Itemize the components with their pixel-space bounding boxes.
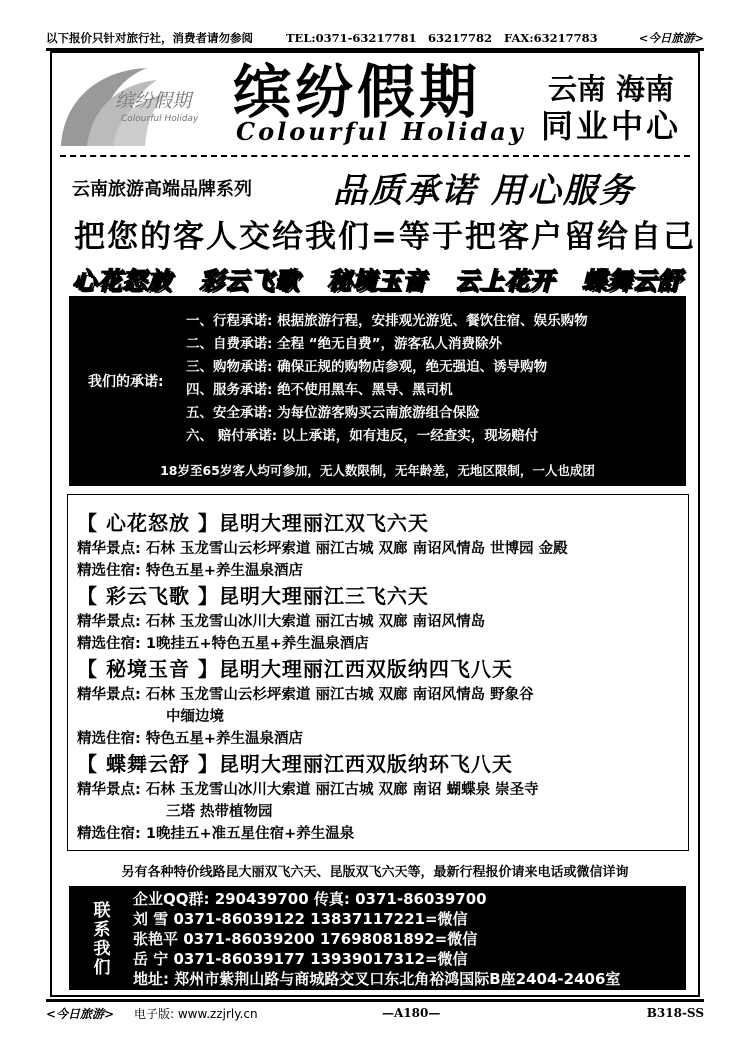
tour-brand-2: 彩云飞歌 xyxy=(199,265,300,295)
quality-slogan: 品质承诺 用心服务 xyxy=(333,171,635,211)
promise-list xyxy=(186,310,681,448)
itinerary-hotel xyxy=(77,822,354,843)
spots-text: 石林 玉龙雪山云杉坪索道 丽江古城 双廊 南诏风情岛 野象谷 xyxy=(145,687,534,703)
spots-text: 石林 玉龙雪山冰川大索道 丽江古城 双廊 南诏 蝴蝶泉 崇圣寺 xyxy=(145,782,539,798)
itinerary-hotel xyxy=(77,727,303,748)
itinerary-spots xyxy=(77,537,568,558)
spots-label: 精华景点: xyxy=(77,782,141,798)
header-divider xyxy=(60,155,690,157)
hotel-text: 1晚挂五+准五星住宿+养生温泉 xyxy=(145,826,355,842)
promise-label: 我们的承诺: xyxy=(88,374,164,390)
bottom-rule xyxy=(46,999,704,1002)
itinerary-spots-cont: 中缅边境 xyxy=(166,709,224,725)
address-line: 地址: 郑州市紫荆山路与商城路交叉口东北角裕鸿国际B座2404-2406室 xyxy=(133,970,621,988)
hotel-label: 精选住宿: xyxy=(77,826,141,842)
hotel-text: 特色五星+养生温泉酒店 xyxy=(145,731,304,747)
tour-brand-5: 蝶舞云舒 xyxy=(582,265,682,295)
contact-person: 岳 宁 0371-86039177 13939017312=微信 xyxy=(133,950,468,968)
itinerary-title: 【 彩云飞歌 】昆明大理丽江三飞六天 xyxy=(77,584,429,608)
tel-number-2: 63217782 xyxy=(428,31,493,45)
fax-number: FAX:63217783 xyxy=(504,31,598,45)
brand-english-title: Colourful Holiday xyxy=(236,117,526,146)
itinerary-hotel xyxy=(77,632,369,653)
promise-item: 三、购物承诺: 确保正规的购物店参观，绝无强迫、诱导购物 xyxy=(186,359,548,375)
headline: 把您的客人交给我们=等于把客户留给自己 xyxy=(74,219,696,255)
hotel-text: 特色五星+养生温泉酒店 xyxy=(145,563,304,579)
footer-magazine-name: <今日旅游> xyxy=(46,1006,115,1021)
page-number: —A180— xyxy=(382,1006,441,1020)
page-code: B318-SS xyxy=(646,1006,704,1020)
promise-panel xyxy=(69,296,686,486)
tour-brand-3: 秘境玉音 xyxy=(327,265,427,295)
hotel-label: 精选住宿: xyxy=(77,563,141,579)
logo-english-text: Colourful Holiday xyxy=(121,114,199,124)
contact-panel xyxy=(69,886,686,990)
promise-item: 二、自费承诺: 全程 “绝无自费”，游客私人消费除外 xyxy=(186,336,503,352)
contact-us-label xyxy=(92,902,112,978)
promise-item: 一、行程承诺: 根据旅游行程，安排观光游览、餐饮住宿、娱乐购物 xyxy=(186,313,588,329)
promise-item: 五、安全承诺: 为每位游客购买云南旅游组合保险 xyxy=(186,405,480,421)
hotel-label: 精选住宿: xyxy=(77,731,141,747)
spots-label: 精华景点: xyxy=(77,541,141,557)
tel-number: TEL:0371-63217781 xyxy=(286,31,417,45)
magazine-name: <今日旅游> xyxy=(638,31,704,45)
agency-only-note: 以下报价只针对旅行社，消费者请勿参阅 xyxy=(46,31,253,45)
contact-char: 系 xyxy=(93,920,111,940)
spots-label: 精华景点: xyxy=(77,614,141,630)
contact-char: 联 xyxy=(93,901,111,921)
itinerary-spots xyxy=(77,610,485,631)
spots-label: 精华景点: xyxy=(77,687,141,703)
itinerary-title: 【 心花怒放 】昆明大理丽江双飞六天 xyxy=(77,511,429,535)
itinerary-hotel xyxy=(77,559,303,580)
contact-person: 张艳平 0371-86039200 17698081892=微信 xyxy=(133,930,478,948)
promise-footer: 18岁至65岁客人均可参加，无人数限制，无年龄差，无地区限制，一人也成团 xyxy=(160,463,595,478)
brand-logo xyxy=(57,62,227,148)
tour-brand-4: 云上花开 xyxy=(454,265,555,295)
itinerary-spots xyxy=(77,778,539,799)
contact-char: 我 xyxy=(93,939,111,959)
special-routes-notice: 另有各种特价线路昆大丽双飞六天、昆版双飞六天等，最新行程报价请来电话或微信详询 xyxy=(121,865,629,880)
trade-center-title: 同业中心 xyxy=(540,107,681,145)
footer-bar xyxy=(46,1003,704,1023)
contact-person: 刘 雪 0371-86039122 13837117221=微信 xyxy=(133,910,468,928)
itinerary-title: 【 秘境玉音 】昆明大理丽江西双版纳四飞八天 xyxy=(77,657,513,681)
logo-chinese-text: 缤纷假期 xyxy=(115,90,192,112)
promise-item: 六、 赔付承诺: 以上承诺，如有违反，一经查实，现场赔付 xyxy=(186,428,539,444)
contact-char: 们 xyxy=(93,958,111,978)
hotel-text: 1晚挂五+特色五星+养生温泉酒店 xyxy=(145,636,369,652)
itinerary-spots-cont: 三塔 热带植物园 xyxy=(166,804,273,820)
promise-item: 四、服务承诺: 绝不使用黑车、黑导、黑司机 xyxy=(186,382,453,398)
itinerary-title: 【 蝶舞云舒 】昆明大理丽江西双版纳环飞八天 xyxy=(77,752,513,776)
spots-text: 石林 玉龙雪山冰川大索道 丽江古城 双廊 南诏风情岛 xyxy=(145,614,486,630)
spots-text: 石林 玉龙雪山云杉坪索道 丽江古城 双廊 南诏风情岛 世博园 金殿 xyxy=(145,541,568,557)
hotel-label: 精选住宿: xyxy=(77,636,141,652)
top-info-bar xyxy=(46,28,704,48)
brand-series-label: 云南旅游高端品牌系列 xyxy=(72,179,252,200)
tour-brand-list xyxy=(72,260,682,296)
footer-website: 电子版: www.zzjrly.cn xyxy=(134,1006,258,1021)
tour-brand-1: 心花怒放 xyxy=(72,265,172,295)
qq-fax-line: 企业QQ群: 290439700 传真: 0371-86039700 xyxy=(133,890,487,908)
itinerary-spots xyxy=(77,683,534,704)
region-title: 云南 海南 xyxy=(547,72,675,106)
brand-title: 缤纷假期 xyxy=(233,58,482,126)
